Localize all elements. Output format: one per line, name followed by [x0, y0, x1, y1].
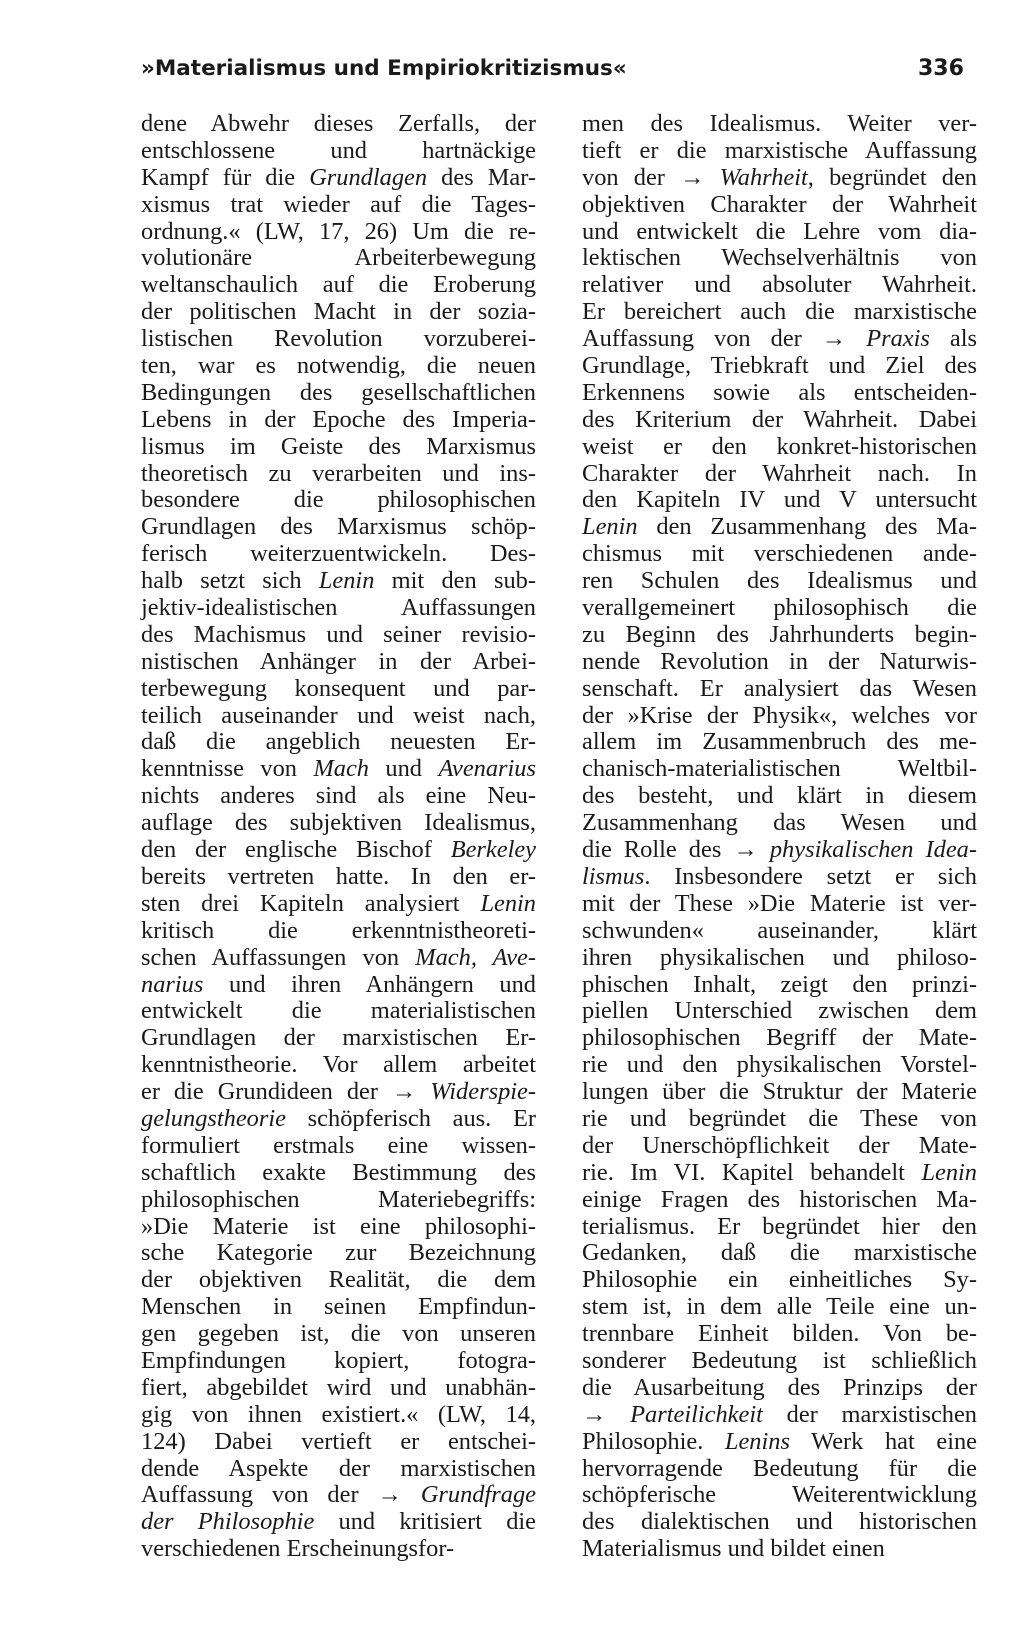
text-line: dende Aspekte der marxistischen — [141, 1454, 536, 1482]
text-line: schaftlich exakte Bestimmung des — [141, 1158, 536, 1186]
text-line: teilich auseinander und weist nach, — [141, 701, 536, 729]
text-line: philosophischen Begriff der Mate- — [582, 1024, 977, 1052]
text-line: Philosophie ein einheitliches Sy- — [582, 1266, 977, 1294]
text-line: chanisch-materialistischen Weltbil- — [582, 755, 977, 783]
text-line: hervorragende Bedeutung für die — [582, 1454, 977, 1482]
text-line: der objektiven Realität, die dem — [141, 1266, 536, 1294]
text-line: kenntnistheorie. Vor allem arbeitet — [141, 1051, 536, 1079]
text-line: 124) Dabei vertieft er entschei- — [141, 1427, 536, 1455]
text-line: den Kapiteln IV und V untersucht — [582, 486, 977, 514]
text-line: des Machismus und seiner revisio- — [141, 620, 536, 648]
text-line: die Ausarbeitung des Prinzips der — [582, 1373, 977, 1401]
text-line: rie und begründet die These von — [582, 1104, 977, 1132]
text-line: theoretisch zu verarbeiten und ins- — [141, 459, 536, 487]
text-line: gen gegeben ist, die von unseren — [141, 1320, 536, 1348]
text-line: die Rolle des → physikalischen Idea- — [582, 836, 977, 864]
text-line: daß die angeblich neuesten Er- — [141, 728, 536, 756]
text-line: halb setzt sich Lenin mit den sub- — [141, 567, 536, 595]
text-line: zu Beginn des Jahrhunderts begin- — [582, 620, 977, 648]
text-line: ten, war es notwendig, die neuen — [141, 352, 536, 380]
text-line: ferisch weiterzuentwickeln. Des- — [141, 540, 536, 568]
text-line: Grundlagen der marxistischen Er- — [141, 1024, 536, 1052]
text-line: des dialektischen und historischen — [582, 1508, 977, 1536]
text-line: rie. Im VI. Kapitel behandelt Lenin — [582, 1158, 977, 1186]
text-line: lungen über die Struktur der Materie — [582, 1078, 977, 1106]
text-line: terialismus. Er begründet hier den — [582, 1212, 977, 1240]
text-line: sten drei Kapiteln analysiert Lenin — [141, 889, 536, 917]
text-line: relativer und absoluter Wahrheit. — [582, 271, 977, 299]
text-line: gig von ihnen existiert.« (LW, 14, — [141, 1400, 536, 1428]
text-line: xismus trat wieder auf die Tages- — [141, 190, 536, 218]
text-line: nende Revolution in der Naturwis- — [582, 647, 977, 675]
text-line: Erkennens sowie als entscheiden- — [582, 378, 977, 406]
text-line: Bedingungen des gesellschaftlichen — [141, 378, 536, 406]
text-line: der Unerschöpflichkeit der Mate- — [582, 1131, 977, 1159]
text-line: senschaft. Er analysiert das Wesen — [582, 674, 977, 702]
text-line: fiert, abgebildet wird und unabhän- — [141, 1373, 536, 1401]
text-line: jektiv-idealistischen Auffassungen — [141, 594, 536, 622]
text-line: Gedanken, daß die marxistische — [582, 1239, 977, 1267]
text-line: weist er den konkret-historischen — [582, 432, 977, 460]
text-line: Philosophie. Lenins Werk hat eine — [582, 1427, 977, 1455]
text-line: weltanschaulich auf die Eroberung — [141, 271, 536, 299]
text-column-right — [582, 111, 977, 1563]
text-line: phischen Inhalt, zeigt den prinzi- — [582, 970, 977, 998]
text-line: der politischen Macht in der sozia- — [141, 298, 536, 326]
text-line: Auffassung von der → Praxis als — [582, 325, 977, 353]
text-line: und entwickelt die Lehre vom dia- — [582, 217, 977, 245]
text-line: ren Schulen des Idealismus und — [582, 567, 977, 595]
text-line: dene Abwehr dieses Zerfalls, der — [141, 110, 536, 137]
text-line: kenntnisse von Mach und Avenarius — [141, 755, 536, 783]
text-line: stem ist, in dem alle Teile eine un- — [582, 1293, 977, 1321]
text-line: auflage des subjektiven Idealismus, — [141, 809, 536, 837]
text-line: gelungstheorie schöpferisch aus. Er — [141, 1104, 536, 1132]
text-line: sonderer Bedeutung ist schließlich — [582, 1346, 977, 1374]
text-line: mit der These »Die Materie ist ver- — [582, 889, 977, 917]
text-line: schöpferische Weiterentwicklung — [582, 1481, 977, 1509]
text-line: tieft er die marxistische Auffassung — [582, 136, 977, 164]
text-line: den der englische Bischof Berkeley — [141, 836, 536, 864]
text-line: Auffassung von der → Grundfrage — [141, 1481, 536, 1509]
text-line: Kampf für die Grundlagen des Mar- — [141, 163, 536, 191]
text-line: lismus im Geiste des Marxismus — [141, 432, 536, 460]
text-line: bereits vertreten hatte. In den er- — [141, 862, 536, 890]
text-line: listischen Revolution vorzuberei- — [141, 325, 536, 353]
text-line: der »Krise der Physik«, welches vor — [582, 701, 977, 729]
text-line: Er bereichert auch die marxistische — [582, 298, 977, 326]
text-line: Lebens in der Epoche des Imperia- — [141, 405, 536, 433]
text-line: des Kriterium der Wahrheit. Dabei — [582, 405, 977, 433]
text-line: Menschen in seinen Empfindun- — [141, 1293, 536, 1321]
text-line: schen Auffassungen von Mach, Ave- — [141, 943, 536, 971]
text-line: kritisch die erkenntnistheoreti- — [141, 916, 536, 944]
text-line: philosophischen Materiebegriffs: — [141, 1185, 536, 1213]
text-line: Materialismus und bildet einen — [582, 1535, 885, 1563]
text-line: besondere die philosophischen — [141, 486, 536, 514]
text-line: narius und ihren Anhängern und — [141, 970, 536, 998]
text-line: einige Fragen des historischen Ma- — [582, 1185, 977, 1213]
text-line: er die Grundideen der → Widerspie- — [141, 1078, 536, 1106]
text-line: ordnung.« (LW, 17, 26) Um die re- — [141, 217, 536, 245]
text-line: allem im Zusammenbruch des me- — [582, 728, 977, 756]
text-line: volutionäre Arbeiterbewegung — [141, 244, 536, 272]
text-column-left — [141, 111, 536, 1563]
text-line: ihren physikalischen und philoso- — [582, 943, 977, 971]
text-line: lismus. Insbesondere setzt er sich — [582, 862, 977, 890]
text-line: verschiedenen Erscheinungsfor- — [141, 1535, 455, 1563]
text-line: piellen Unterschied zwischen dem — [582, 997, 977, 1025]
text-line: entschlossene und hartnäckige — [141, 136, 536, 164]
text-line: trennbare Einheit bilden. Von be- — [582, 1320, 977, 1348]
text-line: nistischen Anhänger in der Arbei- — [141, 647, 536, 675]
text-line: schwunden« auseinander, klärt — [582, 916, 977, 944]
text-line: entwickelt die materialistischen — [141, 997, 536, 1025]
text-line: → Parteilichkeit der marxistischen — [582, 1400, 977, 1428]
text-line: Grundlagen des Marxismus schöp- — [141, 513, 536, 541]
text-line: nichts anderes sind als eine Neu- — [141, 782, 536, 810]
text-line: chismus mit verschiedenen ande- — [582, 540, 977, 568]
text-line: objektiven Charakter der Wahrheit — [582, 190, 977, 218]
text-line: formuliert erstmals eine wissen- — [141, 1131, 536, 1159]
text-line: verallgemeinert philosophisch die — [582, 594, 977, 622]
text-line: rie und den physikalischen Vorstel- — [582, 1051, 977, 1079]
text-line: Zusammenhang das Wesen und — [582, 809, 977, 837]
text-line: Empfindungen kopiert, fotogra- — [141, 1346, 536, 1374]
text-line: lektischen Wechselverhältnis von — [582, 244, 977, 272]
text-line: men des Idealismus. Weiter ver- — [582, 110, 977, 137]
text-line: Lenin den Zusammenhang des Ma- — [582, 513, 977, 541]
text-line: des besteht, und klärt in diesem — [582, 782, 977, 810]
text-line: sche Kategorie zur Bezeichnung — [141, 1239, 536, 1267]
text-line: Charakter der Wahrheit nach. In — [582, 459, 977, 487]
text-line: von der → Wahrheit, begründet den — [582, 163, 977, 191]
page-number: 336 — [918, 56, 964, 81]
text-line: »Die Materie ist eine philosophi- — [141, 1212, 536, 1240]
running-header-title: »Materialismus und Empiriokritizismus« — [141, 56, 627, 81]
text-line: Grundlage, Triebkraft und Ziel des — [582, 352, 977, 380]
text-line: terbewegung konsequent und par- — [141, 674, 536, 702]
text-line: der Philosophie und kritisiert die — [141, 1508, 536, 1536]
